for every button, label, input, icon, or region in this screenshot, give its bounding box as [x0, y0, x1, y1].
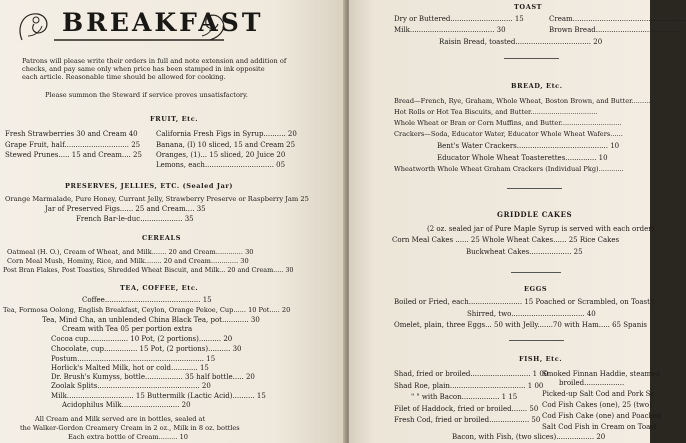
- menu-item: Shad Roe, plain.................................. 1 00: [394, 382, 544, 390]
- fruit-header: FRUIT, Etc.: [150, 115, 199, 123]
- menu-item: Cocoa cup.................. 10 Pot, (2 portions).......... 20: [51, 335, 233, 343]
- menu-item: Acidophilus Milk.......................... 20: [62, 401, 191, 409]
- divider: [507, 188, 562, 189]
- page-title: BREAKFAST: [62, 8, 264, 37]
- right-page: [349, 0, 686, 443]
- menu-item: Dry or Buttered............................ 15: [394, 15, 524, 23]
- menu-item: Tea, Formosa Oolong, English Breakfast, Ceylon, Orange Pekoe, Cup...... 10 Pot..... 20: [3, 306, 291, 314]
- bread-header: BREAD, Etc.: [511, 82, 563, 90]
- menu-item: broiled..................: [559, 379, 625, 387]
- menu-item: Grape Fruit, half............................. 25: [5, 141, 141, 149]
- griddle-header: GRIDDLE CAKES: [497, 210, 573, 219]
- menu-item: Shad, fried or broiled........................... 1 00: [394, 370, 549, 378]
- footer-note: Each extra bottle of Cream......... 10: [68, 433, 188, 441]
- menu-item: Corn Meal Cakes ...... 25 Whole Wheat Cakes...... 25 Rice Cakes: [392, 236, 620, 244]
- menu-item: Bacon, with Fish, (two slices)................. 20: [452, 433, 606, 441]
- tea-header: TEA, COFFEE, Etc.: [120, 284, 199, 292]
- menu-item: French Bar-le-duc................... 35: [76, 215, 194, 223]
- steward-note: Please summon the Steward if service proves unsatisfactory.: [45, 91, 249, 99]
- menu-item: Wheatworth Whole Wheat Graham Crackers (Individual Pkg)............: [394, 165, 624, 173]
- menu-item: Educator Whole Wheat Toasterettes.............. 10: [437, 154, 608, 162]
- intro-line: checks, and pay same only when price has been stamped in ink opposite: [22, 65, 265, 73]
- eggs-header: EGGS: [524, 285, 548, 293]
- intro-line: each article. Reasonable time should be allowed for cooking.: [22, 73, 226, 81]
- menu-item: Milk.............................. 15 Buttermilk (Lactic Acid).......... 15: [51, 392, 266, 400]
- footer-note: the Walker-Gordon Creamery Cream in 2 oz., Milk in 8 oz. bottles: [20, 424, 240, 432]
- divider: [509, 340, 564, 341]
- menu-item: Orange Marmalade, Pure Honey, Currant Jelly, Strawberry Preserve or Raspberry Jam 25: [5, 195, 309, 203]
- menu-item: Cream with Tea 05 per portion extra: [62, 325, 193, 333]
- griddle-note: (2 oz. sealed jar of Pure Maple Syrup is served with each order): [427, 225, 655, 233]
- menu-item: Hot Rolls or Hot Tea Biscuits, and Butter................................: [394, 108, 598, 116]
- menu-item: Postum......................................................... 15: [51, 355, 216, 363]
- menu-item: Coffee........................................... 15: [82, 296, 212, 304]
- divider: [511, 272, 561, 273]
- menu-item: Raisin Bread, toasted.................................. 20: [439, 38, 603, 46]
- menu-item: Lemons, each............................... 05: [156, 161, 286, 169]
- menu-item: Bread—French, Rye, Graham, Whole Wheat, Boston Brown, and Butter.........: [394, 97, 651, 105]
- menu-item: Salt Cod Fish in Cream on Toast: [542, 423, 657, 431]
- menu-item: Jar of Preserved Figs...... 25 and Cream.... 35: [45, 205, 206, 213]
- fish-header: FISH, Etc.: [519, 355, 563, 363]
- toast-header: TOAST: [514, 3, 543, 11]
- menu-item: Dr. Brush's Kumyss, bottle................. 35 half bottle..... 20: [51, 373, 255, 381]
- menu-item: Picked-up Salt Cod and Pork Sc: [542, 390, 655, 398]
- menu-item: Whole Wheat or Bran or Corn Muffins, and Butter.............................: [394, 119, 622, 127]
- menu-item: Stewed Prunes..... 15 and Cream.... 25: [5, 151, 142, 159]
- menu-item: Banana, (I) 10 sliced, 15 and Cream 25: [156, 141, 296, 149]
- menu-item: Filet of Haddock, fried or broiled....... 50: [394, 405, 539, 413]
- menu-item: Cod Fish Cake (one) and Poached: [542, 412, 662, 420]
- menu-item: Buckwheat Cakes................... 25: [466, 248, 583, 256]
- menu-item: Chocolate, cup............... 15 Pot, (2 portions).......... 30: [51, 345, 242, 353]
- menu-item: Fresh Strawberries 30 and Cream 40: [5, 130, 138, 138]
- preserves-header: PRESERVES, JELLIES, ETC. (Sealed Jar): [65, 182, 234, 190]
- menu-item: Tea, Mind Cha, an unblended China Black Tea, pot............ 30: [42, 316, 260, 324]
- menu-item: Milk...................................... 30: [394, 26, 506, 34]
- menu-item: Cream...................................................: [549, 15, 686, 23]
- menu-item: Crackers—Soda, Educator Water, Educator Whole Wheat Wafers......: [394, 130, 623, 138]
- menu-item: Bent's Water Crackers......................................... 10: [437, 142, 620, 150]
- divider: [504, 58, 559, 59]
- footer-note: All Cream and Milk served are in bottles, sealed at: [35, 415, 206, 423]
- menu-item: California Fresh Figs in Syrup.......... 20: [156, 130, 297, 138]
- menu-item: Shirred, two................................. 40: [467, 310, 596, 318]
- menu-item: Smoked Finnan Haddie, steamed: [542, 370, 660, 378]
- menu-item: " " with Bacon................. 1 15: [411, 393, 518, 401]
- menu-item: Zoolak Splits.............................................. 20: [51, 382, 211, 390]
- menu-item: Fresh Cod, fried or broiled.................. 50: [394, 416, 541, 424]
- menu-item: Cod Fish Cakes (one), 25 (two): [542, 401, 652, 409]
- menu-item: Boiled or Fried, each........................ 15 Poached or Scrambled, on Toast (: [394, 298, 655, 306]
- menu-item: Brown Bread.......................................: [549, 26, 683, 34]
- cereals-header: CEREALS: [142, 234, 181, 242]
- menu-item: Omelet, plain, three Eggs... 50 with Jelly.......70 with Ham..... 65 Spanis: [394, 321, 648, 329]
- menu-item: Oranges, (1)... 15 sliced, 20 Juice 20: [156, 151, 286, 159]
- menu-item: Horlick's Malted Milk, hot or cold............ 15: [51, 364, 209, 372]
- intro-line: Patrons will please write their orders in full and note extension and addition of: [22, 57, 287, 65]
- menu-item: Oatmeal (H. O.), Cream of Wheat, and Milk....... 20 and Cream............. 30: [7, 248, 254, 256]
- menu-item: Post Bran Flakes, Post Toasties, Shredded Wheat Biscuit, and Milk... 20 and Cream..... 30: [3, 266, 294, 274]
- menu-item: Corn Meal Mush, Hominy, Rice, and Milk........ 20 and Cream............. 30: [7, 257, 249, 265]
